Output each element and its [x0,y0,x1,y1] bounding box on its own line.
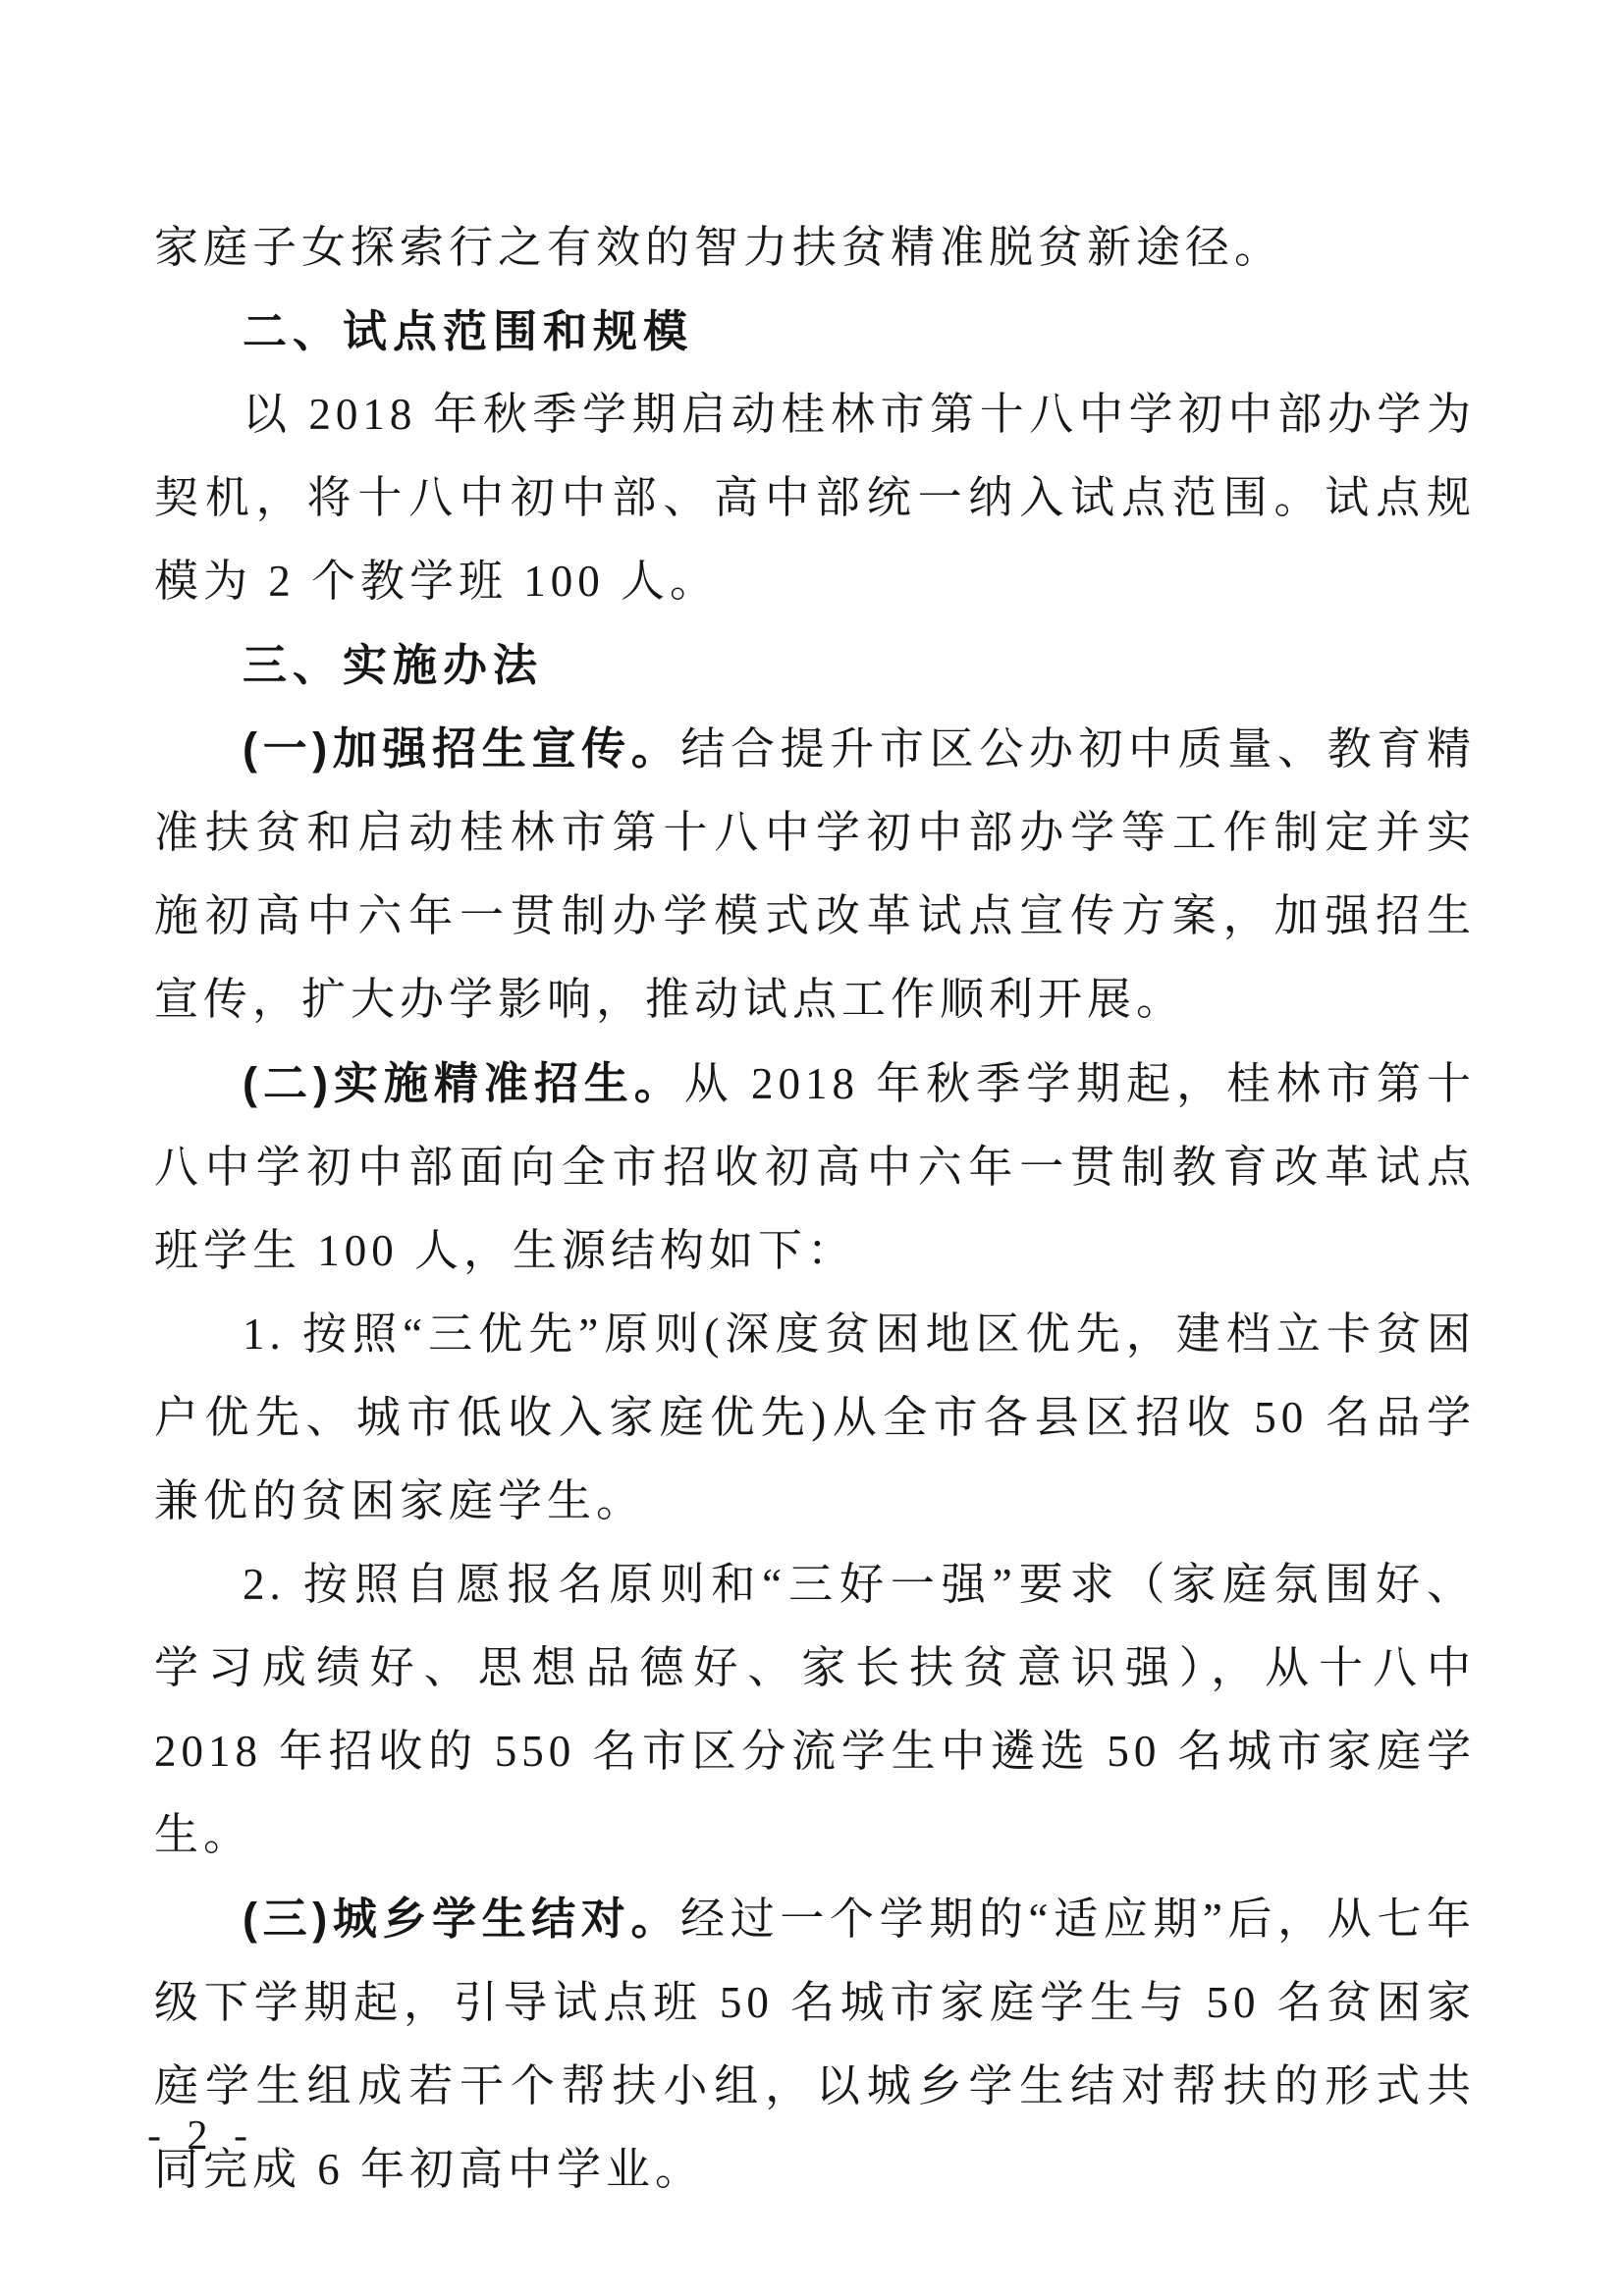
paragraph-subitem-2 [154,1543,1476,1877]
paragraph-text: 经过一个学期的“适应期”后，从七年级下学期起，引导试点班 50 名城市家庭学生与 50 名贫困家庭学生组成若干个帮扶小组，以城乡学生结对帮扶的形式共同完成 6 年初高中学业。 [154,1895,1476,2194]
document-body [154,206,1476,2212]
paragraph-item-3 [154,1877,1476,2212]
section-heading-3: 三、实施办法 [243,640,544,690]
paragraph-text: 2. 按照自愿报名原则和“三好一强”要求（家庭氛围好、学习成绩好、思想品德好、家长扶贫意识强），从十八中 2018 年招收的 550 名市区分流学生中遴选 50 名城市家庭学生。 [154,1560,1476,1859]
paragraph-subitem-1 [154,1293,1476,1543]
paragraph [154,373,1476,623]
paragraph-text: 以 2018 年秋季学期启动桂林市第十八中学初中部办学为契机，将十八中初中部、高中部统一纳入试点范围。试点规模为 2 个教学班 100 人。 [154,390,1476,606]
paragraph-text: 1. 按照“三优先”原则(深度贫困地区优先，建档立卡贫困户优先、城市低收入家庭优先)从全市各县区招收 50 名品学兼优的贫困家庭学生。 [154,1309,1476,1525]
paragraph-lead: (一)加强招生宣传。 [243,723,681,774]
page-number: - 2 - [147,2113,255,2159]
paragraph-lead: (二)实施精准招生。 [243,1058,684,1108]
paragraph-text: 从 2018 年秋季学期起，桂林市第十八中学初中部面向全市招收初高中六年一贯制教育改革试点班学生 100 人，生源结构如下： [154,1059,1476,1275]
paragraph-lead: (三)城乡学生结对。 [243,1894,681,1944]
paragraph-text: 结合提升市区公办初中质量、教育精准扶贫和启动桂林市第十八中学初中部办学等工作制定并实施初高中六年一贯制办学模式改革试点宣传方案，加强招生宣传，扩大办学影响，推动试点工作顺利开展。 [154,724,1476,1024]
paragraph-item-1 [154,707,1476,1041]
paragraph-text: 家庭子女探索行之有效的智力扶贫精准脱贫新途径。 [154,223,1284,272]
paragraph-continuation [154,206,1476,290]
paragraph-item-2 [154,1041,1476,1293]
section-heading-2: 二、试点范围和规模 [243,306,694,356]
